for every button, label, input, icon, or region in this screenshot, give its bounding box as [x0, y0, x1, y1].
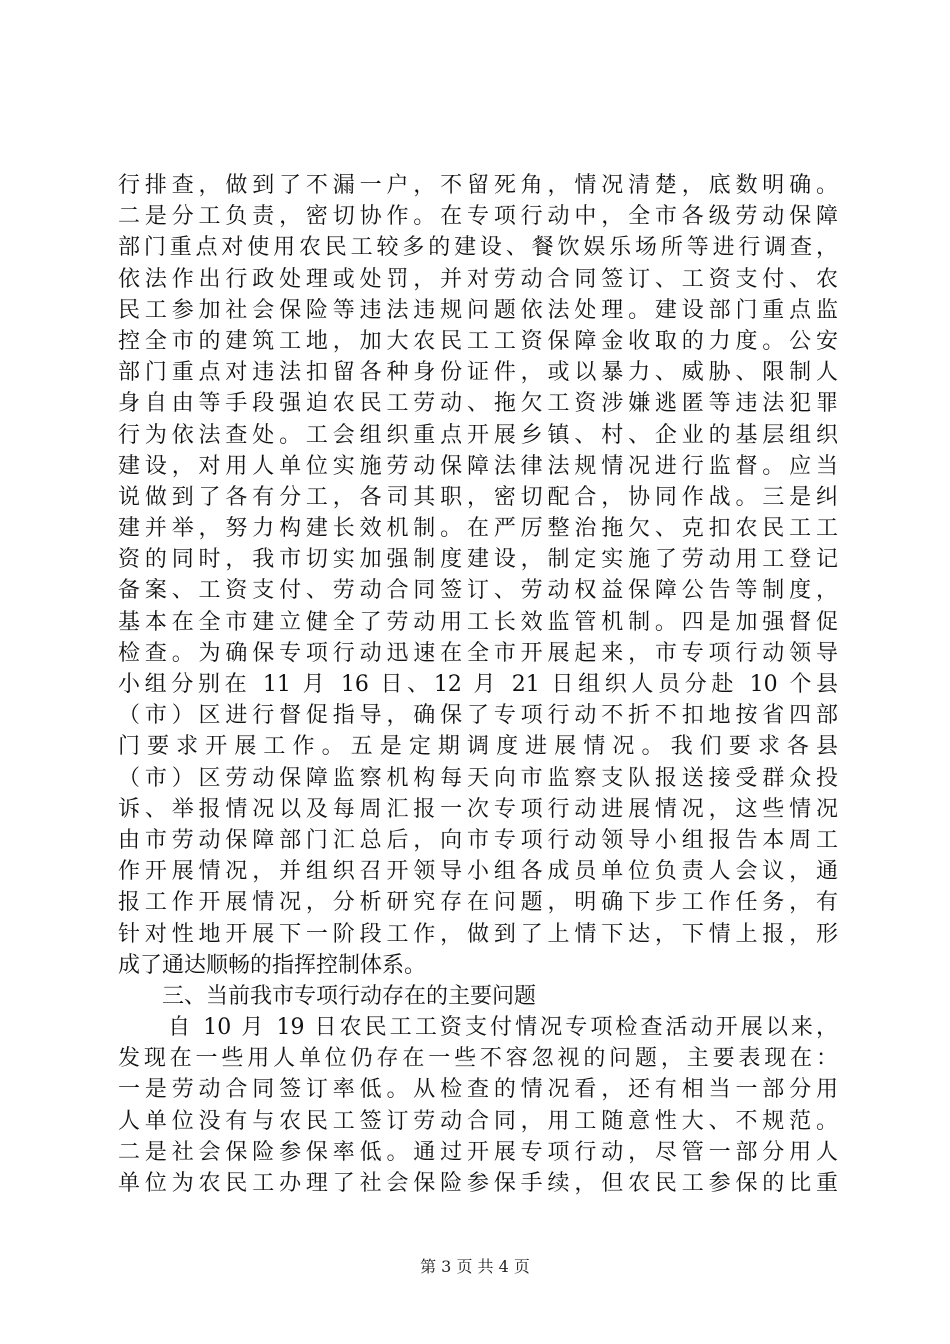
- text-line: 说做到了各有分工，各司其职，密切配合，协同作战。三是纠: [118, 484, 838, 510]
- text-line: 部门重点对违法扣留各种身份证件，或以暴力、威胁、限制人: [118, 360, 838, 386]
- text-line: 资的同时，我市切实加强制度建设，制定实施了劳动用工登记: [118, 547, 838, 573]
- text-line: （市）区劳动保障监察机构每天向市监察支队报送接受群众投: [118, 765, 838, 791]
- text-line: 由市劳动保障部门汇总后，向市专项行动领导小组报告本周工: [118, 827, 838, 853]
- text-line: 民工参加社会保险等违法违规问题依法处理。建设部门重点监: [118, 297, 838, 323]
- text-line: 检查。为确保专项行动迅速在全市开展起来，市专项行动领导: [118, 640, 838, 666]
- body-text: [118, 170, 838, 1199]
- text-line: 门要求开展工作。五是定期调度进展情况。我们要求各县: [118, 734, 838, 760]
- text-line: 控全市的建筑工地，加大农民工工资保障金收取的力度。公安: [118, 328, 838, 354]
- section-heading: 三、当前我市专项行动存在的主要问题: [118, 983, 537, 1009]
- text-line: 小组分别在 11 月 16 日、12 月 21 日组织人员分赴 10 个县: [118, 672, 838, 697]
- text-line: 一是劳动合同签订率低。从检查的情况看，还有相当一部分用: [118, 1077, 838, 1103]
- page-footer: 第 3 页 共 4 页: [420, 1257, 530, 1276]
- text-line: 诉、举报情况以及每周汇报一次专项行动进展情况，这些情况: [118, 796, 838, 822]
- text-line: 二是分工负责，密切协作。在专项行动中，全市各级劳动保障: [118, 204, 838, 230]
- text-line: （市）区进行督促指导，确保了专项行动不折不扣地按省四部: [118, 703, 838, 729]
- text-line: 报工作开展情况，分析研究存在问题，明确下步工作任务，有: [118, 890, 838, 916]
- text-line: 建设，对用人单位实施劳动保障法律法规情况进行监督。应当: [118, 453, 838, 479]
- text-line: 行排查，做到了不漏一户，不留死角，情况清楚，底数明确。: [118, 173, 838, 198]
- text-line: 备案、工资支付、劳动合同签订、劳动权益保障公告等制度，: [118, 578, 838, 604]
- text-line: 二是社会保险参保率低。通过开展专项行动，尽管一部分用人: [118, 1139, 838, 1165]
- text-line: 针对性地开展下一阶段工作，做到了上情下达，下情上报，形: [118, 921, 838, 947]
- text-line: 作开展情况，并组织召开领导小组各成员单位负责人会议，通: [118, 859, 838, 885]
- text-line: 人单位没有与农民工签订劳动合同，用工随意性大、不规范。: [118, 1108, 838, 1134]
- text-line: 建并举，努力构建长效机制。在严厉整治拖欠、克扣农民工工: [118, 516, 838, 542]
- text-line: 发现在一些用人单位仍存在一些不容忽视的问题，主要表现在：: [118, 1046, 838, 1072]
- text-line: 单位为农民工办理了社会保险参保手续，但农民工参保的比重: [118, 1171, 838, 1196]
- text-line: 依法作出行政处理或处罚，并对劳动合同签订、工资支付、农: [118, 266, 838, 292]
- text-line: 行为依法查处。工会组织重点开展乡镇、村、企业的基层组织: [118, 422, 838, 448]
- text-line: 自 10 月 19 日农民工工资支付情况专项检查活动开展以来，: [118, 1015, 838, 1041]
- text-line: 身自由等手段强迫农民工劳动、拖欠工资涉嫌逃匿等违法犯罪: [118, 391, 838, 417]
- text-line: 成了通达顺畅的指挥控制体系。: [118, 952, 427, 978]
- text-line: 部门重点对使用农民工较多的建设、餐饮娱乐场所等进行调查，: [118, 235, 838, 261]
- text-line: 基本在全市建立健全了劳动用工长效监管机制。四是加强督促: [118, 609, 838, 635]
